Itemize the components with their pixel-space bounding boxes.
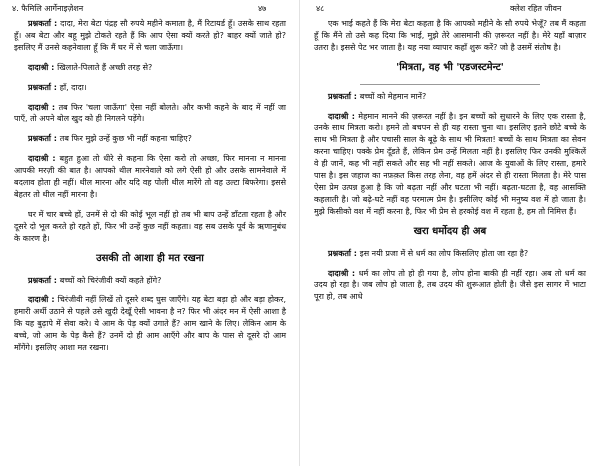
right-paragraphs [314, 18, 586, 54]
paragraph-text: मेहमान मानने की ज़रूरत नहीं है। इन बच्चों को सुधारने के लिए एक रास्ता है, उनके साथ मित्रता करो। हमने तो बचपन से ही यह रास्ता चुना था। इसलिए इतने छोटे बच्चे के साथ भी मित्रता है और पचासी साल के बूढ़े के साथ भी मित्रता! बच्चों के साथ मित्रता का सेवन करना चाहिए। पक्के प्रेम दूँडते हैं, लेकिन प्रेम उन्हें मिलता नहीं है। इसलिए फिर उनकी मुश्किलें वे ही जानें, कह भी नहीं सकते और सह भी नहीं सकते। आज के युवाओं के लिए रास्ता, हमारे पास है। इस जहाज का नफ़क़त किस तरह लेना, वह हमें अंदर से ही रास्ता मिलता है। मेरे पास ऐसा प्रेम उत्पन्न हुआ है कि जो बढ़ता नहीं और घटता भी नहीं। बढ़ता-घटता है, वह आसक्ति कहलाती है। जो बढ़े-घटे नहीं वह परमात्म प्रेम है। इसीलिए कोई भी मनुष्य वश में हो जाता है। मुझे किसीको वश में नहीं करना है, फिर भी प्रेम से हरकोई वश में रहता है, हम तो निमित्त हैं। [314, 111, 586, 216]
paragraph-text: एक भाई कहते हैं कि मेरा बेटा कहता है कि आपको महीने के सौ रुपये भेजूँ? तब मैं कहता हूँ कि मैंने तो उसे कह दिया कि भाई, मुझे तेरे आसमानी की ज़रूरत नहीं है। मेरे यहाँ बाज़ार उतरा है। इससे पेट भर जाता है। यह नया व्यापार कहाँ शुरू करें? जो है उसमें संतोष है। [314, 19, 586, 52]
speaker-label: दादाश्री : [28, 295, 58, 305]
speaker-label: प्रश्नकर्ता : [28, 82, 60, 92]
section-heading: उसकी तो आशा ही मत रखना [96, 252, 204, 264]
paragraph-text: धर्म का लोप तो हो ही गया है, लोप होना बाकी ही नहीं रहा। अब तो धर्म का उदय हो रहा है। जब लोप हो जाता है, तब उदय की शुरूआत होती है। जैसे इस सागर में भाटा पूरा हो, तब आधे [314, 268, 586, 302]
right-paragraphs-2 [314, 91, 586, 218]
paragraph [314, 248, 586, 260]
speaker-label: दादाश्री : [328, 111, 359, 121]
paragraph [14, 62, 286, 74]
right-running-header: क्लेश रहित जीवन [510, 4, 562, 13]
paragraph [14, 209, 286, 245]
paragraph [14, 133, 286, 145]
left-running-header: ४. फैमिलि आर्गेनाइज़ेशन [12, 4, 84, 13]
right-body [314, 18, 586, 311]
left-page-number: ४७ [258, 4, 267, 13]
paragraph [14, 153, 286, 201]
paragraph [14, 275, 286, 287]
speaker-label: दादाश्री : [328, 268, 359, 278]
speaker-label: प्रश्नकर्ता : [28, 134, 60, 144]
paragraph-text: हाँ, दादा। [59, 82, 87, 92]
left-body [14, 18, 286, 362]
speaker-label: प्रश्नकर्ता : [328, 248, 360, 258]
paragraph-text: बच्चों को मेहमान मानें? [359, 91, 427, 101]
speaker-label: दादाश्री : [28, 62, 58, 72]
left-paragraphs [14, 18, 286, 245]
paragraph-text: बहुत हुआ तो धीरे से कहना कि ऐसा करो तो अच्छा, फिर मानना न मानना आपकी मरज़ी की बात है। आपको थील मारनेवाले को लगे ऐसी हो और उसके सामनेवाले में बदलाव होता ही नहीं। थील मारना और यदि वह पोली थील मारेंगे तो वह उल्टा बिफरेगा। इससे बेहतर तो थील नहीं मारना है। [14, 154, 286, 199]
paragraph [14, 18, 286, 54]
paragraph-text: चिरंजीवी नहीं लिखें तो दूसरे शब्द घुस जाएँगे। यह बेटा बड़ा हो और बड़ा होकर, हमारी अर्थी उठाने से पहले उसे खुदी देखूँ ऐसी भावना है न? फिर भी अंदर मन में ऐसी आशा है कि यह बुढ़ापे में सेवा करे। ये आम के पेड़ क्यों उगाते हैं? आम खाने के लिए। लेकिन आम के बच्चे, जो आम के पेड़ कैसे हैं? उनमें दो ही आम आएँगे और बाप के पास से दूसरे दो आम माँगेंगे। इसलिए आशा मत रखना। [14, 295, 286, 353]
paragraph-text: दादा, मेरा बेटा पंद्रह सौ रुपये महीने कमाता है, मैं रिटायर्ड हूँ। उसके साथ रहता हूँ। अब बेटा और बहू मुझे टोकते रहते हैं कि आप ऐसा क्यों करते हो? बाहर क्यों जाते हो? इसलिए मैं उनसे कहनेवाला हूँ कि मैं घर में से चला जाऊँगा। [14, 19, 286, 52]
right-page-number: ४८ [316, 4, 325, 13]
paragraph [314, 91, 586, 103]
speaker-label: प्रश्नकर्ता : [28, 275, 60, 285]
speaker-label: प्रश्नकर्ता : [328, 91, 360, 101]
paragraph-text: इस नयी प्रजा में से धर्म का लोप किसलिए होता जा रहा है? [359, 248, 529, 258]
paragraph [314, 111, 586, 218]
speaker-label: प्रश्नकर्ता : [28, 19, 61, 28]
speaker-label: दादाश्री : [28, 154, 60, 164]
paragraph [14, 102, 286, 126]
section-heading: 'मित्रता, वह भी 'एडजस्टमेन्ट' [396, 61, 504, 73]
heading-underline [360, 84, 540, 85]
section-heading-2: खरा धर्मोदय ही अब [413, 225, 487, 237]
paragraph-text: घर में चार बच्चे हों, उनमें से दो की कोई भूल नहीं हो तब भी बाप उन्हें डाँटता रहता है और दूसरे दो भूल करते हो रहते हों, फिर भी उन्हें कुछ नहीं कहता। वह सब उसके पूर्व के ऋणानुबंध के कारण है। [14, 209, 286, 243]
right-paragraphs-3 [314, 248, 586, 304]
paragraph-text: बच्चों को चिरंजीवी क्यों कहते होंगे? [59, 275, 162, 285]
left-paragraphs-2 [14, 275, 286, 354]
paragraph [14, 294, 286, 354]
right-page [300, 0, 600, 466]
paragraph-text: खिलाते-पिलाते हैं अच्छी तरह से? [57, 62, 153, 72]
paragraph [314, 18, 586, 54]
paragraph [314, 268, 586, 304]
paragraph [14, 82, 286, 94]
paragraph-text: तब फिर 'चला जाऊँगा' ऐसा नहीं बोलते। और कभी कहने के बाद में नहीं जा पाएँ, तो अपने बोल खुद को ही निगलने पड़ेंगे। [14, 102, 286, 124]
speaker-label: दादाश्री : [28, 102, 59, 112]
paragraph-text: तब फिर मुझे उन्हें कुछ भी नहीं कहना चाहिए? [59, 134, 192, 144]
